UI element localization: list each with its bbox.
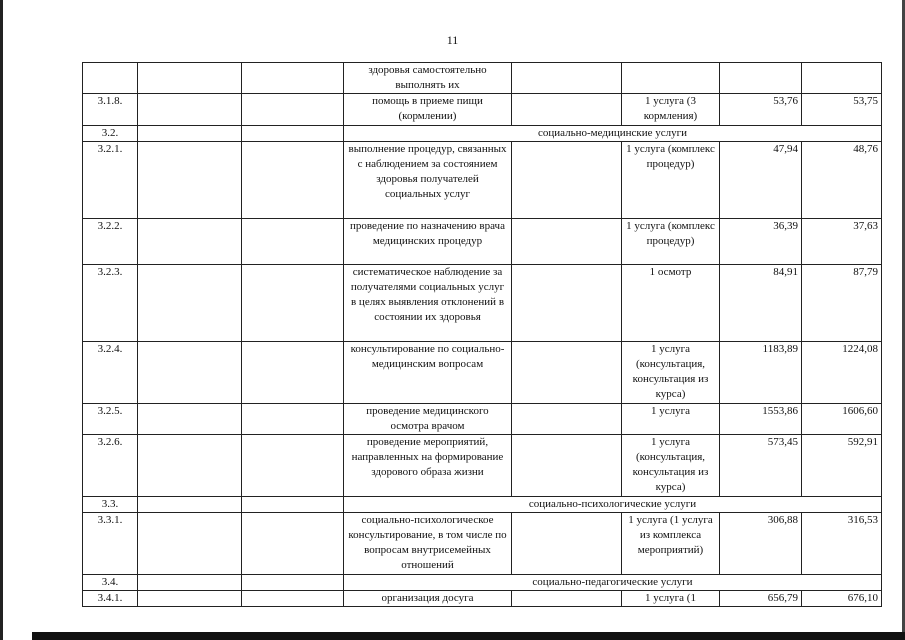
- table-row: [83, 94, 882, 126]
- service-unit: 1 услуга (консультация, консультация из курса): [622, 342, 720, 404]
- service-unit: 1 услуга (консультация, консультация из курса): [622, 435, 720, 497]
- blank-cell: [242, 142, 344, 219]
- blank-cell: [138, 142, 242, 219]
- blank-cell: [138, 435, 242, 497]
- service-name: проведение медицинского осмотра врачом: [344, 404, 512, 435]
- blank-cell: [512, 63, 622, 94]
- page-number: 11: [446, 33, 459, 47]
- row-number: 3.2.6.: [83, 435, 138, 497]
- row-number: 3.2.5.: [83, 404, 138, 435]
- row-number: 3.1.8.: [83, 94, 138, 126]
- blank-cell: [512, 219, 622, 265]
- blank-cell: [242, 219, 344, 265]
- blank-cell: [242, 63, 344, 94]
- blank-cell: [242, 591, 344, 607]
- blank-cell: [138, 575, 242, 591]
- blank-cell: [138, 591, 242, 607]
- blank-cell: [138, 513, 242, 575]
- blank-cell: [512, 591, 622, 607]
- blank-cell: [242, 126, 344, 142]
- price-next: [802, 63, 882, 94]
- blank-cell: [138, 219, 242, 265]
- blank-cell: [242, 94, 344, 126]
- table-row: [83, 404, 882, 435]
- row-number: 3.2.1.: [83, 142, 138, 219]
- price-current: 1183,89: [720, 342, 802, 404]
- service-name: проведение по назначению врача медицинских процедур: [344, 219, 512, 265]
- service-name: проведение мероприятий, направленных на формирование здорового образа жизни: [344, 435, 512, 497]
- blank-cell: [242, 435, 344, 497]
- blank-cell: [512, 265, 622, 342]
- service-unit: 1 услуга (3 кормления): [622, 94, 720, 126]
- row-number: 3.2.4.: [83, 342, 138, 404]
- blank-cell: [138, 63, 242, 94]
- table-row: [83, 591, 882, 607]
- blank-cell: [138, 404, 242, 435]
- service-unit: 1 осмотр: [622, 265, 720, 342]
- price-next: 1606,60: [802, 404, 882, 435]
- price-current: 573,45: [720, 435, 802, 497]
- blank-cell: [242, 497, 344, 513]
- section-title: социально-психологические услуги: [344, 497, 882, 513]
- service-name: помощь в приеме пищи (кормлении): [344, 94, 512, 126]
- service-name: систематическое наблюдение за получателями социальных услуг в целях выявления отклонений в состоянии их здоровья: [344, 265, 512, 342]
- service-unit: [622, 63, 720, 94]
- service-unit: 1 услуга (комплекс процедур): [622, 142, 720, 219]
- row-number: 3.2.3.: [83, 265, 138, 342]
- price-current: 84,91: [720, 265, 802, 342]
- price-current: 47,94: [720, 142, 802, 219]
- table-row: [83, 63, 882, 94]
- blank-cell: [512, 435, 622, 497]
- row-number: 3.4.1.: [83, 591, 138, 607]
- table-row: [83, 265, 882, 342]
- service-name: выполнение процедур, связанных с наблюдением за состоянием здоровья получателей социальных услуг: [344, 142, 512, 219]
- blank-cell: [242, 404, 344, 435]
- blank-cell: [512, 142, 622, 219]
- table-row: [83, 435, 882, 497]
- row-number: [83, 63, 138, 94]
- service-unit: 1 услуга (комплекс процедур): [622, 219, 720, 265]
- price-current: 656,79: [720, 591, 802, 607]
- section-row: [83, 126, 882, 142]
- scan-left-edge: [0, 0, 3, 640]
- blank-cell: [138, 342, 242, 404]
- service-unit: 1 услуга (1 услуга из комплекса мероприятий): [622, 513, 720, 575]
- price-current: [720, 63, 802, 94]
- price-next: 37,63: [802, 219, 882, 265]
- section-title: социально-медицинские услуги: [344, 126, 882, 142]
- scan-bottom-edge: [32, 632, 905, 640]
- service-name: здоровья самостоятельно выполнять их: [344, 63, 512, 94]
- section-row: [83, 497, 882, 513]
- price-current: 306,88: [720, 513, 802, 575]
- price-current: 1553,86: [720, 404, 802, 435]
- blank-cell: [242, 513, 344, 575]
- blank-cell: [138, 265, 242, 342]
- price-next: 48,76: [802, 142, 882, 219]
- blank-cell: [138, 126, 242, 142]
- service-name: консультирование по социально-медицинским вопросам: [344, 342, 512, 404]
- table-row: [83, 219, 882, 265]
- section-number: 3.4.: [83, 575, 138, 591]
- price-next: 676,10: [802, 591, 882, 607]
- price-next: 316,53: [802, 513, 882, 575]
- row-number: 3.3.1.: [83, 513, 138, 575]
- service-unit: 1 услуга (1: [622, 591, 720, 607]
- price-current: 53,76: [720, 94, 802, 126]
- service-unit: 1 услуга: [622, 404, 720, 435]
- blank-cell: [138, 94, 242, 126]
- service-name: организация досуга: [344, 591, 512, 607]
- blank-cell: [512, 513, 622, 575]
- section-title: социально-педагогические услуги: [344, 575, 882, 591]
- blank-cell: [138, 497, 242, 513]
- price-next: 53,75: [802, 94, 882, 126]
- table-row: [83, 342, 882, 404]
- price-next: 87,79: [802, 265, 882, 342]
- blank-cell: [242, 575, 344, 591]
- section-number: 3.3.: [83, 497, 138, 513]
- blank-cell: [242, 265, 344, 342]
- service-name: социально-психологическое консультирование, в том числе по вопросам внутрисемейных отношений: [344, 513, 512, 575]
- blank-cell: [512, 342, 622, 404]
- table-row: [83, 142, 882, 219]
- blank-cell: [512, 404, 622, 435]
- services-price-table: [82, 62, 882, 607]
- price-current: 36,39: [720, 219, 802, 265]
- table-row: [83, 513, 882, 575]
- section-number: 3.2.: [83, 126, 138, 142]
- row-number: 3.2.2.: [83, 219, 138, 265]
- section-row: [83, 575, 882, 591]
- price-next: 1224,08: [802, 342, 882, 404]
- blank-cell: [242, 342, 344, 404]
- price-next: 592,91: [802, 435, 882, 497]
- blank-cell: [512, 94, 622, 126]
